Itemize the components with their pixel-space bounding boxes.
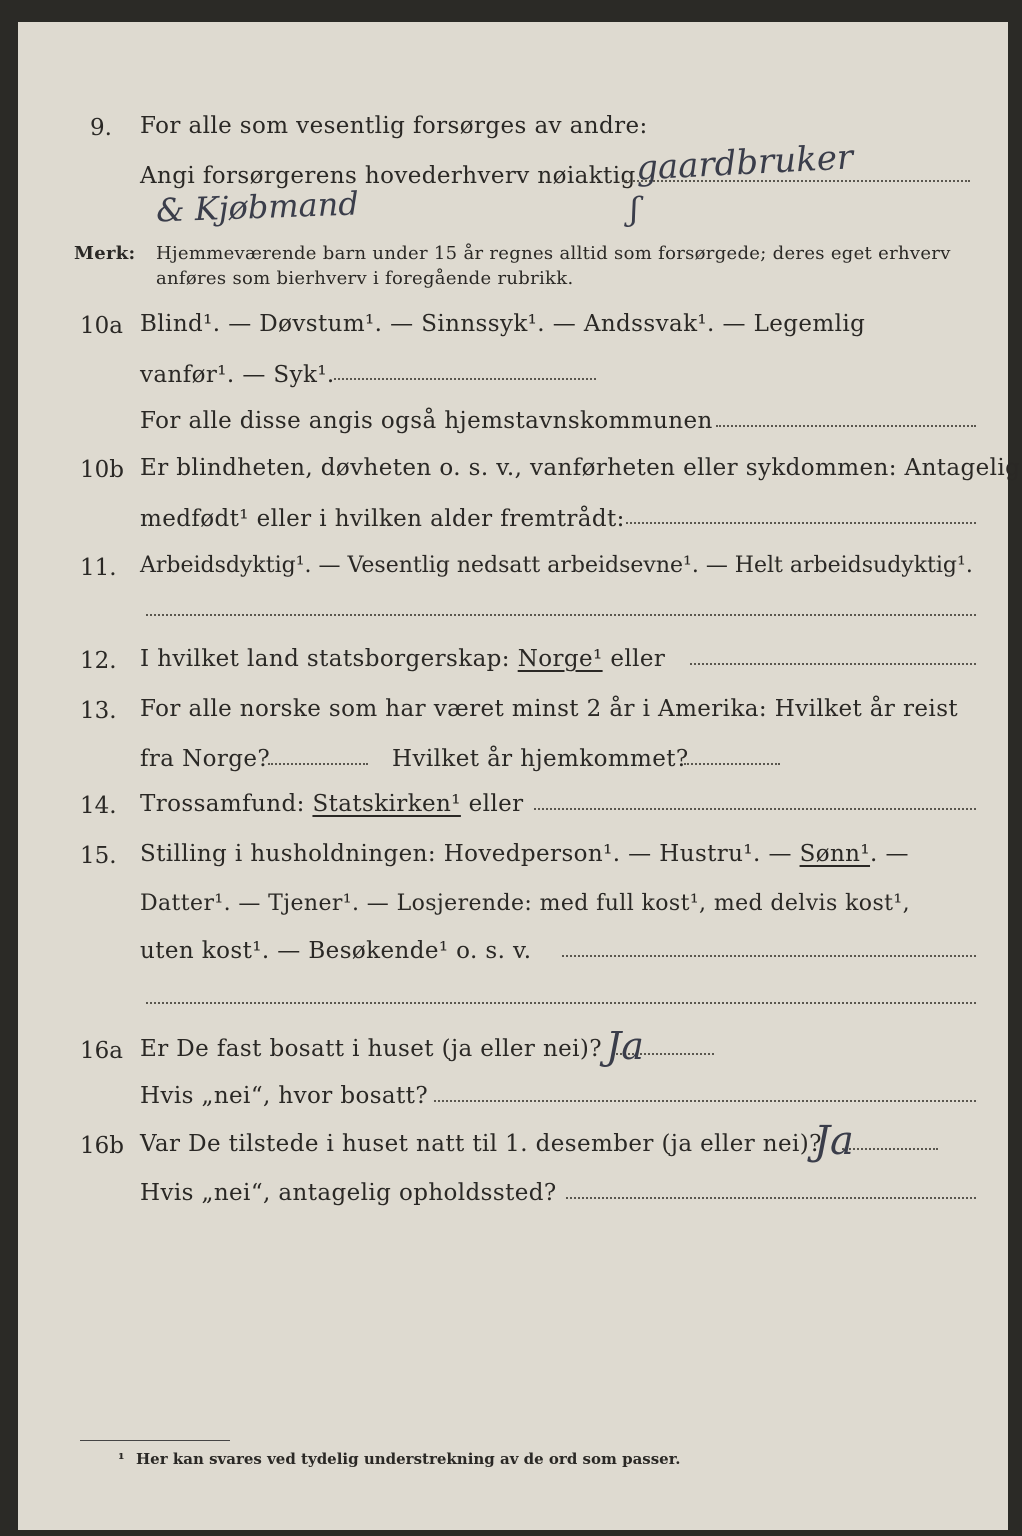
q15-answer-line [562,955,976,957]
merk-line2: anføres som bierhverv i foregående rubrikk. [156,268,574,289]
q13-number: 13. [80,698,117,724]
q9-line1: For alle som vesentlig forsørges av andre: [140,113,648,139]
q12-answer-line [690,663,976,665]
q9-handwritten-mark: ʃ [630,190,639,228]
q13-line2a: fra Norge? [140,746,271,772]
q9-line2: Angi forsørgerens hovederhverv nøiaktig [140,163,636,189]
q9-handwritten-answer: gaardbruker [635,137,855,189]
q15-line2: Datter¹. — Tjener¹. — Losjerende: med full kost¹, med delvis kost¹, [140,891,910,916]
footnote-rule [80,1440,230,1441]
q9-handwritten-answer-2: & Kjøbmand [155,184,360,230]
merk-label: Merk: [74,243,136,264]
q9-number: 9. [90,115,112,141]
q13-year-left-line [268,763,368,765]
q16a-line2: Hvis „nei“, hvor bosatt? [140,1083,429,1109]
q16b-number: 16b [80,1133,124,1159]
q10a-line3: For alle disse angis også hjemstavnskommunen [140,408,713,434]
q14-underlined: Statskirken¹ [312,791,461,817]
q14-post: eller [468,791,524,817]
footnote-text: Her kan svares ved tydelig understrekning av de ord som passer. [136,1450,681,1468]
q15-number: 15. [80,843,117,869]
q11-line1: Arbeidsdyktig¹. — Vesentlig nedsatt arbeidsevne¹. — Helt arbeidsudyktig¹. [140,553,973,578]
q13-line1: For alle norske som har været minst 2 år i Amerika: Hvilket år reist [140,696,959,722]
q16a-number: 16a [80,1038,123,1064]
q16a-line1: Er De fast bosatt i huset (ja eller nei)? [140,1036,603,1062]
q16b-line1: Var De tilstede i huset natt til 1. desember (ja eller nei)? [140,1131,822,1157]
q10b-line2: medfødt¹ eller i hvilken alder fremtrådt: [140,506,625,532]
q10b-line1: Er blindheten, døvheten o. s. v., vanførheten eller sykdommen: Antagelig [140,455,1021,481]
merk-line1: Hjemmeværende barn under 15 år regnes alltid som forsørgede; deres eget erhverv [156,243,951,264]
q12-underlined: Norge¹ [517,646,603,672]
q10a-sick-line [334,378,596,380]
q12-post: eller [610,646,666,672]
q15-underlined: Sønn¹ [799,841,871,867]
q16b-line2: Hvis „nei“, antagelig opholdssted? [140,1180,557,1206]
q14-answer-line [534,808,976,810]
q14-number: 14. [80,793,117,819]
q11-number: 11. [80,555,117,581]
q13-year-back-line [684,763,780,765]
q12-text: I hvilket land statsborgerskap: [140,646,510,672]
q10a-line2: vanfør¹. — Syk¹. [140,362,335,388]
q16a-handwritten-answer: Ja [606,1024,644,1068]
q10b-number: 10b [80,457,124,483]
q10a-home-line [716,425,976,427]
footnote-mark: ¹ [118,1450,125,1468]
q16b-where-line [566,1197,976,1199]
q10a-line1: Blind¹. — Døvstum¹. — Sinnssyk¹. — Andssvak¹. — Legemlig [140,311,866,337]
q13-line2b: Hvilket år hjemkommet? [392,746,689,772]
q12-number: 12. [80,648,117,674]
q15-line1 [140,841,909,867]
q16b-handwritten-answer: Ja [814,1118,854,1164]
q10a-number: 10a [80,313,123,339]
q14-text: Trossamfund: [140,791,305,817]
q15-line1-text: Stilling i husholdningen: Hovedperson¹. — Hustru¹. — [140,841,792,867]
q16b-answer-line [842,1148,938,1150]
q15-line3: uten kost¹. — Besøkende¹ o. s. v. [140,938,532,964]
q11-answer-line [146,614,976,616]
q15-line1-post: . — [870,841,909,867]
q15-extra-line [146,1002,976,1004]
q14-line [140,791,524,817]
q16a-where-line [434,1100,976,1102]
q10b-answer-line [626,522,976,524]
q12-line [140,646,665,672]
